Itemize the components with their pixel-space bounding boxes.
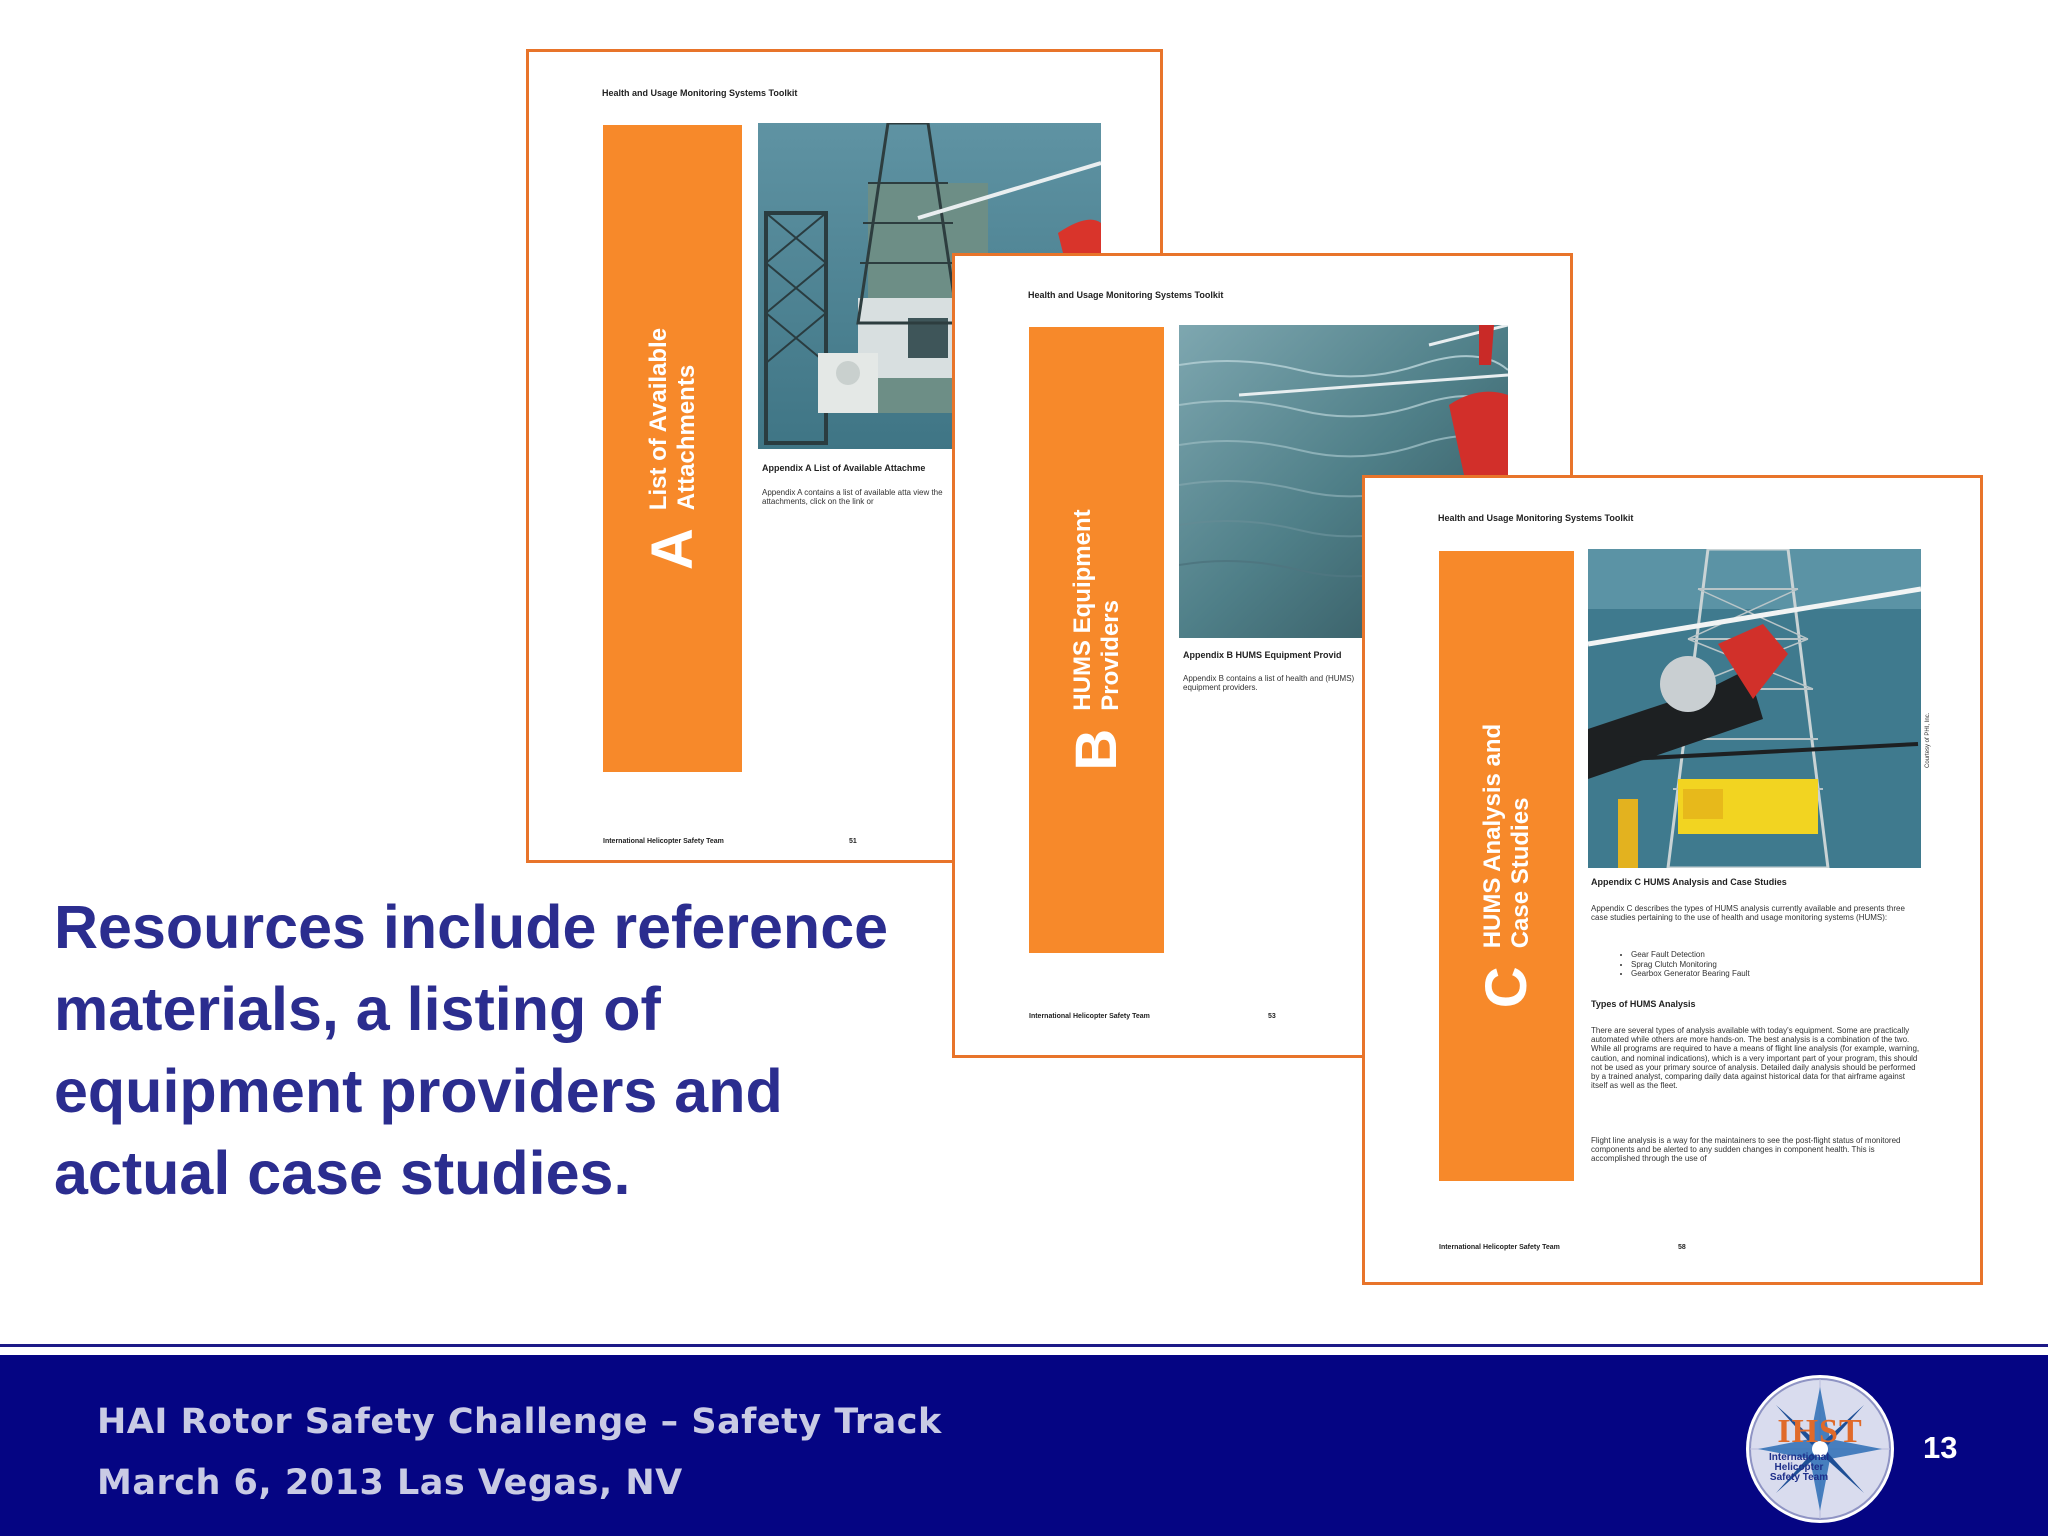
footer-bar — [0, 1355, 2048, 1536]
event-date-location: March 6, 2013 Las Vegas, NV — [97, 1463, 683, 1503]
list-item: • Sprag Clutch Monitoring — [1631, 960, 1750, 970]
appendix-title: HUMS Analysis and Case Studies — [1478, 723, 1534, 949]
section-title: Types of HUMS Analysis — [1591, 999, 1696, 1009]
page-header: Health and Usage Monitoring Systems Toolkit — [602, 88, 798, 98]
list-item: • Gearbox Generator Bearing Fault — [1631, 969, 1750, 979]
page-number: 58 — [1678, 1244, 1686, 1251]
page-header: Health and Usage Monitoring Systems Toolkit — [1028, 290, 1224, 300]
orange-title-band — [1439, 551, 1574, 1181]
page-footer: International Helicopter Safety Team — [1439, 1244, 1560, 1251]
list-item: • Gear Fault Detection — [1631, 950, 1750, 960]
slide-number: 13 — [1923, 1430, 1958, 1465]
logo-subtext: International Helicopter Safety Team — [1768, 1452, 1829, 1483]
appendix-letter: C — [1473, 966, 1539, 1009]
document-page-c — [1362, 475, 1983, 1285]
caption-body: Appendix B contains a list of health and (HUMS) equipment providers. — [1183, 674, 1355, 693]
logo-text: IHST — [1777, 1413, 1863, 1450]
page-number: 53 — [1268, 1013, 1276, 1020]
orange-title-band — [1029, 327, 1164, 953]
page-number: 51 — [849, 838, 857, 845]
caption-title: Appendix C HUMS Analysis and Case Studies — [1591, 877, 1787, 887]
photo-credit: Courtesy of PHI, Inc. — [1925, 712, 1931, 768]
orange-title-band — [603, 125, 742, 772]
caption-body: Appendix A contains a list of available atta view the attachments, click on the link or — [762, 488, 943, 507]
appendix-title: HUMS Equipment Providers — [1068, 509, 1124, 711]
paragraph: There are several types of analysis available with today's equipment. Some are practically automated while others are more hands-on. The best analysis is a combination of the two. While all programs are required to have a means of flight line analysis (for example, warning, caution, and nominal indications), which is a very important part of your program, this should not be used as your primary source of analysis. Detailed daily analysis should be performed by a trained analyst, comparing daily data against historical data for that airframe against itself as well as the fleet. — [1591, 1026, 1920, 1091]
caption-title: Appendix A List of Available Attachme — [762, 463, 926, 473]
appendix-letter: B — [1063, 728, 1129, 771]
page-header: Health and Usage Monitoring Systems Toolkit — [1438, 513, 1634, 523]
caption-body: Appendix C describes the types of HUMS analysis currently available and presents three case studies pertaining to the use of health and usage monitoring systems (HUMS): — [1591, 904, 1905, 923]
page-footer: International Helicopter Safety Team — [1029, 1013, 1150, 1020]
slide-body-text: Resources include reference materials, a listing of equipment providers and actual case studies. — [54, 893, 889, 1207]
helicopter-oil-rig-photo — [1588, 549, 1921, 868]
ihst-logo — [1744, 1373, 1896, 1525]
case-study-list — [1591, 950, 1750, 979]
paragraph: Flight line analysis is a way for the maintainers to see the post-flight status of monitored components and be alerted to any sudden changes in component health. This is accomplished through the use of — [1591, 1136, 1901, 1164]
caption-title: Appendix B HUMS Equipment Provid — [1183, 650, 1342, 660]
event-title: HAI Rotor Safety Challenge – Safety Track — [97, 1402, 942, 1442]
footer-divider — [0, 1344, 2048, 1347]
appendix-letter: A — [639, 527, 705, 570]
appendix-title: List of Available Attachments — [644, 327, 700, 510]
page-footer: International Helicopter Safety Team — [603, 838, 724, 845]
